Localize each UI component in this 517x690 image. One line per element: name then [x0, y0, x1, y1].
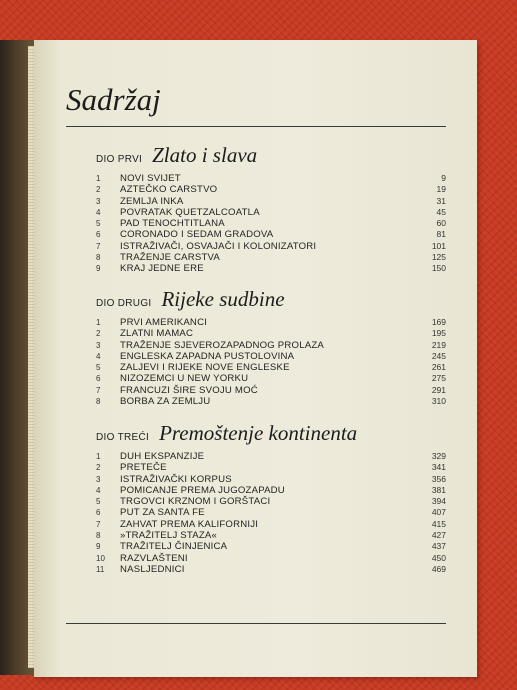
- part-title: Rijeke sudbine: [161, 287, 285, 311]
- chapter-title: ENGLESKA ZAPADNA PUSTOLOVINA: [120, 350, 295, 362]
- chapter-title: POVRATAK QUETZALCOATLA: [120, 206, 260, 218]
- chapter-title: ISTRAŽIVAČKI KORPUS: [120, 473, 232, 485]
- chapter-page: 169: [431, 317, 446, 327]
- chapter-page: 45: [436, 206, 446, 217]
- chapter-page: 341: [431, 462, 446, 473]
- chapter-number: 8: [96, 253, 101, 263]
- chapter-title: PRETEČE: [120, 462, 167, 474]
- chapter-title: KRAJ JEDNE ERE: [120, 263, 204, 275]
- chapter-entry: [96, 451, 446, 462]
- chapter-entry: [96, 328, 446, 339]
- chapter-number: 1: [96, 318, 101, 327]
- book-page: [34, 40, 477, 677]
- chapter-title: DUH EKSPANZIJE: [120, 451, 205, 462]
- chapter-entry: [96, 362, 446, 373]
- chapter-title: TRGOVCI KRZNOM I GORŠTACI: [120, 496, 271, 508]
- chapter-title: POMICANJE PREMA JUGOZAPADU: [120, 484, 285, 496]
- chapter-page: 394: [431, 496, 446, 507]
- chapter-list: [96, 451, 446, 575]
- chapter-page: 310: [431, 396, 446, 407]
- chapter-entry: [96, 317, 446, 328]
- chapter-entry: [96, 229, 446, 240]
- chapter-entry: [96, 396, 446, 407]
- chapter-title: AZTEČKO CARSTVO: [120, 184, 218, 196]
- chapter-number: 2: [96, 185, 101, 195]
- chapter-entry: [96, 241, 446, 252]
- chapter-page: 19: [436, 184, 446, 195]
- chapter-entry: [96, 507, 446, 518]
- part-title: Premoštenje kontinenta: [159, 421, 358, 445]
- chapter-number: 1: [96, 174, 101, 183]
- chapter-page: 291: [431, 384, 446, 395]
- chapter-entry: [96, 462, 446, 473]
- bottom-divider: [66, 623, 446, 624]
- chapter-number: 3: [96, 340, 101, 350]
- chapter-entry: [96, 184, 446, 195]
- chapter-number: 6: [96, 374, 101, 384]
- chapter-page: 427: [431, 530, 446, 541]
- chapter-number: 9: [96, 264, 101, 274]
- chapter-entry: [96, 496, 446, 507]
- chapter-number: 5: [96, 219, 101, 229]
- part-header: [96, 143, 446, 173]
- chapter-title: PRVI AMERIKANCI: [120, 317, 208, 328]
- chapter-number: 3: [96, 196, 101, 206]
- chapter-entry: [96, 385, 446, 396]
- chapter-entry: [96, 196, 446, 207]
- chapter-list: [96, 173, 446, 275]
- chapter-entry: [96, 541, 446, 552]
- chapter-page: 356: [431, 473, 446, 484]
- chapter-title: TRAŽENJE CARSTVA: [120, 252, 221, 264]
- chapter-page: 31: [436, 195, 446, 206]
- part-section-3: [96, 421, 446, 575]
- part-label: DIO PRVI: [96, 154, 143, 165]
- chapter-title: FRANCUZI ŠIRE SVOJU MOĆ: [120, 384, 258, 396]
- chapter-entry: [96, 218, 446, 229]
- chapter-entry: [96, 373, 446, 384]
- chapter-page: 60: [436, 218, 446, 229]
- chapter-page: 450: [431, 552, 446, 563]
- chapter-page: 275: [431, 373, 446, 384]
- chapter-title: NASLJEDNICI: [120, 563, 185, 575]
- chapter-number: 4: [96, 207, 101, 217]
- chapter-number: 7: [96, 241, 101, 251]
- chapter-page: 125: [431, 252, 446, 263]
- chapter-number: 2: [96, 329, 101, 339]
- chapter-number: 8: [96, 397, 101, 407]
- chapter-page: 245: [431, 350, 446, 361]
- chapter-number: 10: [96, 553, 105, 563]
- chapter-page: 9: [441, 173, 446, 183]
- chapter-entry: [96, 263, 446, 274]
- chapter-page: 437: [431, 541, 446, 552]
- chapter-number: 8: [96, 531, 101, 541]
- chapter-title: ZLATNI MAMAC: [120, 328, 194, 340]
- chapter-title: NIZOZEMCI U NEW YORKU: [120, 373, 249, 385]
- chapter-entry: [96, 530, 446, 541]
- chapter-title: PAD TENOCHTITLANA: [120, 218, 225, 230]
- chapter-number: 3: [96, 474, 101, 484]
- chapter-entry: [96, 564, 446, 575]
- chapter-title: ZALJEVI I RIJEKE NOVE ENGLESKE: [120, 362, 290, 374]
- chapter-entry: [96, 252, 446, 263]
- chapter-number: 7: [96, 385, 101, 395]
- chapter-page: 195: [431, 328, 446, 339]
- chapter-number: 5: [96, 497, 101, 507]
- part-label: DIO TREĆI: [96, 432, 150, 443]
- chapter-page: 261: [431, 362, 446, 373]
- chapter-entry: [96, 351, 446, 362]
- part-header: [96, 421, 446, 451]
- chapter-page: 219: [431, 339, 446, 350]
- chapter-page: 101: [431, 240, 446, 251]
- chapter-title: »TRAŽITELJ STAZA«: [120, 530, 218, 542]
- chapter-page: 415: [431, 518, 446, 529]
- chapter-page: 81: [436, 229, 446, 240]
- chapter-entry: [96, 207, 446, 218]
- chapter-number: 6: [96, 508, 101, 518]
- part-label: DIO DRUGI: [96, 298, 152, 309]
- chapter-title: PUT ZA SANTA FE: [120, 507, 205, 519]
- chapter-number: 9: [96, 542, 101, 552]
- chapter-number: 5: [96, 363, 101, 373]
- chapter-title: TRAŽITELJ ČINJENICA: [120, 541, 228, 553]
- chapter-number: 4: [96, 351, 101, 361]
- chapter-entry: [96, 519, 446, 530]
- chapter-title: ISTRAŽIVAČI, OSVAJAČI I KOLONIZATORI: [120, 240, 317, 252]
- chapter-list: [96, 317, 446, 407]
- chapter-entry: [96, 553, 446, 564]
- chapter-number: 4: [96, 485, 101, 495]
- part-title: Zlato i slava: [152, 143, 258, 167]
- chapter-page: 329: [431, 451, 446, 461]
- chapter-number: 6: [96, 230, 101, 240]
- chapter-number: 7: [96, 519, 101, 529]
- chapter-entry: [96, 340, 446, 351]
- chapter-title: ZEMLJA INKA: [120, 195, 184, 207]
- page-title: Sadržaj: [66, 82, 161, 117]
- part-section-2: [96, 287, 446, 407]
- part-header: [96, 287, 446, 317]
- part-section-1: [96, 143, 446, 275]
- chapter-title: NOVI SVIJET: [120, 173, 181, 184]
- chapter-number: 11: [96, 564, 105, 574]
- chapter-title: RAZVLAŠTENI: [120, 552, 188, 564]
- chapter-page: 407: [431, 507, 446, 518]
- chapter-entry: [96, 173, 446, 184]
- chapter-title: TRAŽENJE SJEVEROZAPADNOG PROLAZA: [120, 339, 324, 351]
- chapter-number: 2: [96, 463, 101, 473]
- chapter-title: BORBA ZA ZEMLJU: [120, 396, 211, 408]
- top-divider: [66, 126, 446, 127]
- chapter-page: 150: [431, 263, 446, 274]
- chapter-entry: [96, 474, 446, 485]
- chapter-page: 381: [431, 484, 446, 495]
- chapter-title: ZAHVAT PREMA KALIFORNIJI: [120, 518, 259, 530]
- chapter-entry: [96, 485, 446, 496]
- chapter-number: 1: [96, 452, 101, 461]
- chapter-page: 469: [431, 563, 446, 574]
- chapter-title: CORONADO I SEDAM GRADOVA: [120, 229, 274, 241]
